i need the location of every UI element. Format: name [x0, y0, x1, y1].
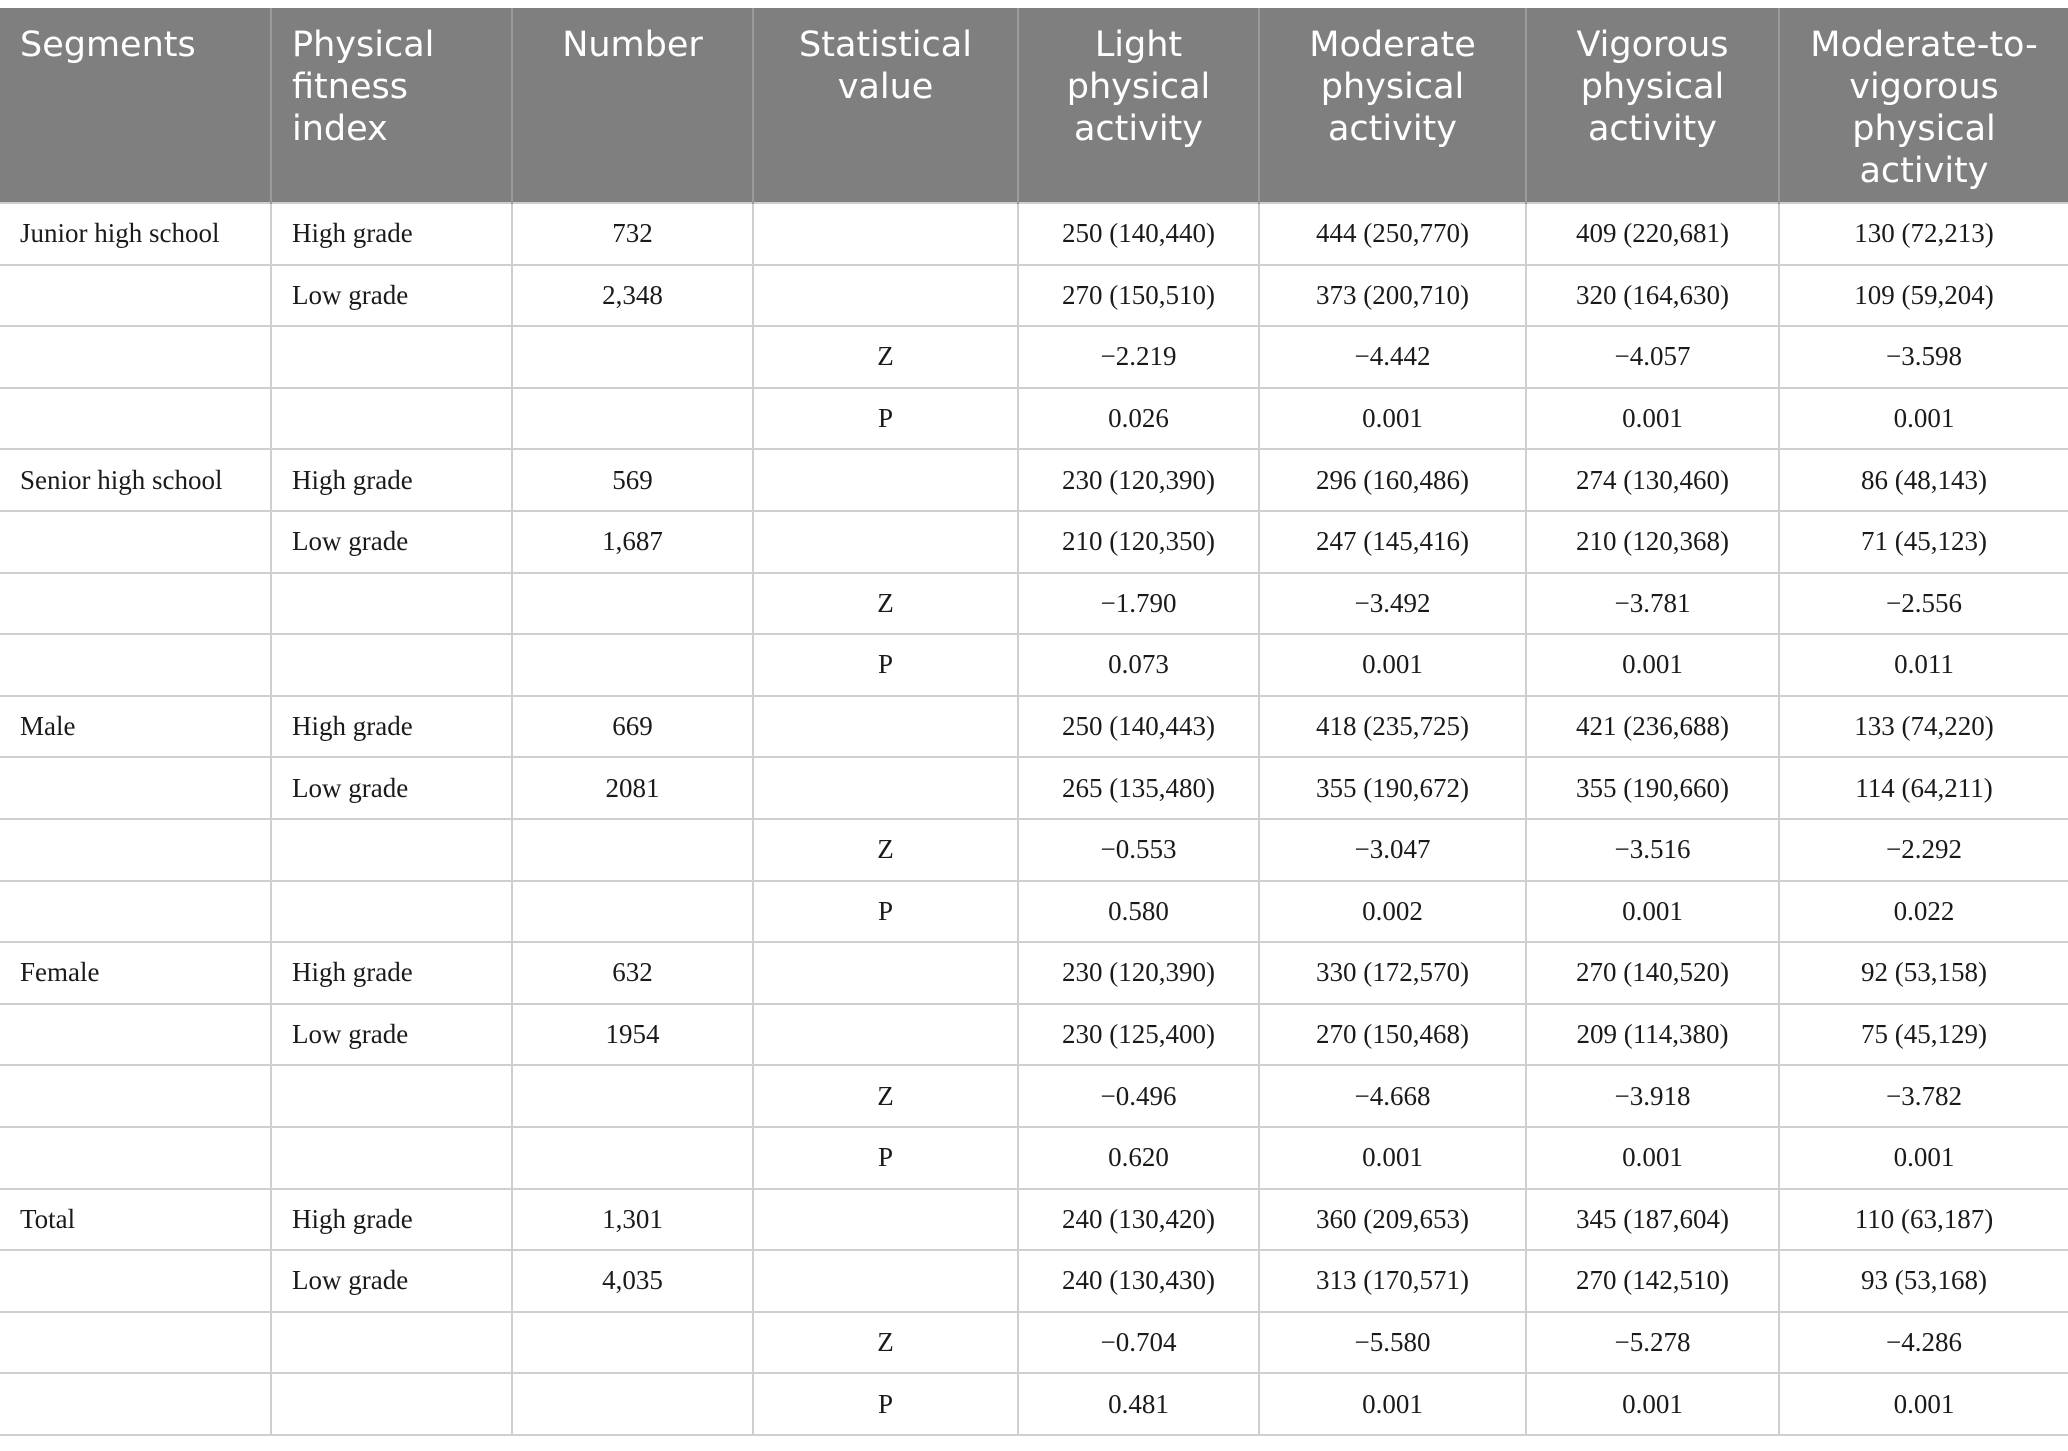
cell-segment — [0, 573, 271, 635]
cell-vigorous: 270 (140,520) — [1526, 942, 1779, 1004]
cell-number: 1,301 — [512, 1189, 753, 1251]
cell-segment: Female — [0, 942, 271, 1004]
cell-segment: Male — [0, 696, 271, 758]
cell-statistic: P — [753, 1127, 1018, 1189]
cell-fitness-index: High grade — [271, 203, 512, 265]
table-row — [0, 265, 2068, 327]
cell-fitness-index — [271, 326, 512, 388]
cell-mvpa: −2.292 — [1779, 819, 2068, 881]
cell-statistic: Z — [753, 326, 1018, 388]
table-row — [0, 326, 2068, 388]
cell-moderate: 355 (190,672) — [1259, 757, 1526, 819]
cell-number — [512, 881, 753, 943]
cell-vigorous: 270 (142,510) — [1526, 1250, 1779, 1312]
cell-statistic: P — [753, 634, 1018, 696]
cell-moderate: 247 (145,416) — [1259, 511, 1526, 573]
cell-fitness-index — [271, 573, 512, 635]
cell-number — [512, 1312, 753, 1374]
cell-mvpa: 0.001 — [1779, 1127, 2068, 1189]
cell-number — [512, 819, 753, 881]
cell-vigorous: 421 (236,688) — [1526, 696, 1779, 758]
cell-moderate: 0.001 — [1259, 1127, 1526, 1189]
cell-vigorous: −3.516 — [1526, 819, 1779, 881]
cell-number: 1,687 — [512, 511, 753, 573]
table-row — [0, 1189, 2068, 1251]
cell-moderate: 313 (170,571) — [1259, 1250, 1526, 1312]
table-row — [0, 757, 2068, 819]
cell-moderate: −4.442 — [1259, 326, 1526, 388]
table-row — [0, 1127, 2068, 1189]
cell-mvpa: −3.782 — [1779, 1065, 2068, 1127]
table-row — [0, 203, 2068, 265]
cell-light: 0.481 — [1018, 1373, 1259, 1435]
cell-number — [512, 1373, 753, 1435]
cell-vigorous: 209 (114,380) — [1526, 1004, 1779, 1066]
cell-light: 240 (130,430) — [1018, 1250, 1259, 1312]
cell-statistic: Z — [753, 1065, 1018, 1127]
cell-moderate: 296 (160,486) — [1259, 449, 1526, 511]
cell-number: 632 — [512, 942, 753, 1004]
table-row — [0, 511, 2068, 573]
cell-vigorous: 0.001 — [1526, 1127, 1779, 1189]
cell-number — [512, 326, 753, 388]
cell-segment — [0, 511, 271, 573]
cell-light: −1.790 — [1018, 573, 1259, 635]
table-row — [0, 696, 2068, 758]
cell-number — [512, 573, 753, 635]
cell-vigorous: 0.001 — [1526, 881, 1779, 943]
cell-mvpa: −3.598 — [1779, 326, 2068, 388]
cell-segment — [0, 326, 271, 388]
cell-segment — [0, 1312, 271, 1374]
cell-moderate: 330 (172,570) — [1259, 942, 1526, 1004]
header-number: Number — [512, 8, 753, 203]
cell-vigorous: 409 (220,681) — [1526, 203, 1779, 265]
cell-mvpa: 75 (45,129) — [1779, 1004, 2068, 1066]
cell-statistic — [753, 449, 1018, 511]
cell-fitness-index — [271, 1065, 512, 1127]
cell-number: 1954 — [512, 1004, 753, 1066]
table-body — [0, 203, 2068, 1435]
cell-vigorous: 320 (164,630) — [1526, 265, 1779, 327]
cell-moderate: −3.047 — [1259, 819, 1526, 881]
table-row — [0, 634, 2068, 696]
cell-mvpa: 109 (59,204) — [1779, 265, 2068, 327]
cell-moderate: 360 (209,653) — [1259, 1189, 1526, 1251]
cell-segment: Junior high school — [0, 203, 271, 265]
cell-light: 230 (120,390) — [1018, 449, 1259, 511]
cell-mvpa: 0.001 — [1779, 388, 2068, 450]
cell-number: 569 — [512, 449, 753, 511]
table-row — [0, 1312, 2068, 1374]
cell-mvpa: 92 (53,158) — [1779, 942, 2068, 1004]
cell-statistic: Z — [753, 573, 1018, 635]
cell-light: 0.073 — [1018, 634, 1259, 696]
cell-segment — [0, 1127, 271, 1189]
cell-statistic — [753, 1004, 1018, 1066]
cell-number — [512, 1127, 753, 1189]
cell-segment — [0, 265, 271, 327]
cell-light: 265 (135,480) — [1018, 757, 1259, 819]
cell-number — [512, 634, 753, 696]
cell-light: −0.553 — [1018, 819, 1259, 881]
table-row — [0, 1065, 2068, 1127]
cell-light: −0.496 — [1018, 1065, 1259, 1127]
cell-mvpa: −4.286 — [1779, 1312, 2068, 1374]
cell-segment — [0, 1373, 271, 1435]
cell-fitness-index — [271, 1373, 512, 1435]
cell-number: 669 — [512, 696, 753, 758]
cell-light: 0.026 — [1018, 388, 1259, 450]
cell-mvpa: 71 (45,123) — [1779, 511, 2068, 573]
cell-segment — [0, 881, 271, 943]
table-row — [0, 573, 2068, 635]
cell-mvpa: 86 (48,143) — [1779, 449, 2068, 511]
cell-number: 2081 — [512, 757, 753, 819]
cell-fitness-index: Low grade — [271, 511, 512, 573]
cell-statistic — [753, 265, 1018, 327]
cell-mvpa: 114 (64,211) — [1779, 757, 2068, 819]
table-row — [0, 388, 2068, 450]
cell-light: 230 (125,400) — [1018, 1004, 1259, 1066]
cell-fitness-index — [271, 634, 512, 696]
cell-mvpa: 0.011 — [1779, 634, 2068, 696]
data-table-container — [0, 8, 2068, 1436]
cell-fitness-index: Low grade — [271, 1250, 512, 1312]
cell-segment — [0, 634, 271, 696]
cell-segment: Total — [0, 1189, 271, 1251]
header-physical-fitness-index: Physical fitness index — [271, 8, 512, 203]
cell-moderate: 373 (200,710) — [1259, 265, 1526, 327]
header-statistical-value: Statistical value — [753, 8, 1018, 203]
cell-vigorous: 355 (190,660) — [1526, 757, 1779, 819]
cell-light: 250 (140,440) — [1018, 203, 1259, 265]
cell-mvpa: 0.001 — [1779, 1373, 2068, 1435]
table-row — [0, 1373, 2068, 1435]
cell-segment — [0, 1065, 271, 1127]
cell-statistic — [753, 511, 1018, 573]
cell-statistic — [753, 696, 1018, 758]
cell-vigorous: 0.001 — [1526, 634, 1779, 696]
cell-light: 240 (130,420) — [1018, 1189, 1259, 1251]
cell-fitness-index: High grade — [271, 449, 512, 511]
table-row — [0, 942, 2068, 1004]
cell-fitness-index: High grade — [271, 1189, 512, 1251]
cell-statistic — [753, 757, 1018, 819]
cell-statistic — [753, 1189, 1018, 1251]
cell-statistic — [753, 1250, 1018, 1312]
cell-moderate: 270 (150,468) — [1259, 1004, 1526, 1066]
header-moderate-activity: Moderate physical activity — [1259, 8, 1526, 203]
cell-mvpa: −2.556 — [1779, 573, 2068, 635]
cell-light: 0.620 — [1018, 1127, 1259, 1189]
cell-segment — [0, 1004, 271, 1066]
cell-fitness-index — [271, 819, 512, 881]
cell-statistic — [753, 203, 1018, 265]
cell-mvpa: 133 (74,220) — [1779, 696, 2068, 758]
cell-mvpa: 93 (53,168) — [1779, 1250, 2068, 1312]
cell-light: 0.580 — [1018, 881, 1259, 943]
cell-segment — [0, 1250, 271, 1312]
cell-moderate: 418 (235,725) — [1259, 696, 1526, 758]
cell-moderate: 0.001 — [1259, 634, 1526, 696]
cell-statistic — [753, 942, 1018, 1004]
cell-light: 230 (120,390) — [1018, 942, 1259, 1004]
header-mvpa: Moderate-to-vigorous physical activity — [1779, 8, 2068, 203]
cell-vigorous: 0.001 — [1526, 1373, 1779, 1435]
cell-fitness-index — [271, 388, 512, 450]
cell-fitness-index: High grade — [271, 696, 512, 758]
cell-segment — [0, 757, 271, 819]
cell-vigorous: 345 (187,604) — [1526, 1189, 1779, 1251]
cell-light: 210 (120,350) — [1018, 511, 1259, 573]
cell-vigorous: 210 (120,368) — [1526, 511, 1779, 573]
cell-statistic: P — [753, 881, 1018, 943]
cell-moderate: −3.492 — [1259, 573, 1526, 635]
cell-fitness-index: High grade — [271, 942, 512, 1004]
cell-statistic: Z — [753, 819, 1018, 881]
cell-moderate: 0.002 — [1259, 881, 1526, 943]
cell-statistic: P — [753, 1373, 1018, 1435]
table-row — [0, 449, 2068, 511]
cell-number: 4,035 — [512, 1250, 753, 1312]
cell-vigorous: −5.278 — [1526, 1312, 1779, 1374]
cell-light: 270 (150,510) — [1018, 265, 1259, 327]
cell-number — [512, 1065, 753, 1127]
header-vigorous-activity: Vigorous physical activity — [1526, 8, 1779, 203]
header-row — [0, 8, 2068, 203]
cell-moderate: −4.668 — [1259, 1065, 1526, 1127]
cell-fitness-index: Low grade — [271, 265, 512, 327]
table-row — [0, 881, 2068, 943]
table-row — [0, 1250, 2068, 1312]
header-segments: Segments — [0, 8, 271, 203]
physical-activity-table — [0, 8, 2068, 1436]
table-row — [0, 819, 2068, 881]
cell-fitness-index: Low grade — [271, 757, 512, 819]
cell-vigorous: −3.918 — [1526, 1065, 1779, 1127]
cell-fitness-index: Low grade — [271, 1004, 512, 1066]
cell-light: −2.219 — [1018, 326, 1259, 388]
cell-moderate: 0.001 — [1259, 388, 1526, 450]
cell-mvpa: 0.022 — [1779, 881, 2068, 943]
cell-moderate: 444 (250,770) — [1259, 203, 1526, 265]
cell-number: 732 — [512, 203, 753, 265]
cell-mvpa: 110 (63,187) — [1779, 1189, 2068, 1251]
header-light-activity: Light physical activity — [1018, 8, 1259, 203]
cell-light: −0.704 — [1018, 1312, 1259, 1374]
cell-light: 250 (140,443) — [1018, 696, 1259, 758]
cell-fitness-index — [271, 881, 512, 943]
cell-number: 2,348 — [512, 265, 753, 327]
cell-mvpa: 130 (72,213) — [1779, 203, 2068, 265]
cell-number — [512, 388, 753, 450]
cell-statistic: P — [753, 388, 1018, 450]
cell-statistic: Z — [753, 1312, 1018, 1374]
cell-segment — [0, 388, 271, 450]
table-row — [0, 1004, 2068, 1066]
cell-vigorous: −4.057 — [1526, 326, 1779, 388]
cell-vigorous: 0.001 — [1526, 388, 1779, 450]
cell-fitness-index — [271, 1127, 512, 1189]
cell-vigorous: −3.781 — [1526, 573, 1779, 635]
table-header — [0, 8, 2068, 203]
cell-moderate: 0.001 — [1259, 1373, 1526, 1435]
cell-segment: Senior high school — [0, 449, 271, 511]
cell-segment — [0, 819, 271, 881]
cell-fitness-index — [271, 1312, 512, 1374]
cell-vigorous: 274 (130,460) — [1526, 449, 1779, 511]
cell-moderate: −5.580 — [1259, 1312, 1526, 1374]
